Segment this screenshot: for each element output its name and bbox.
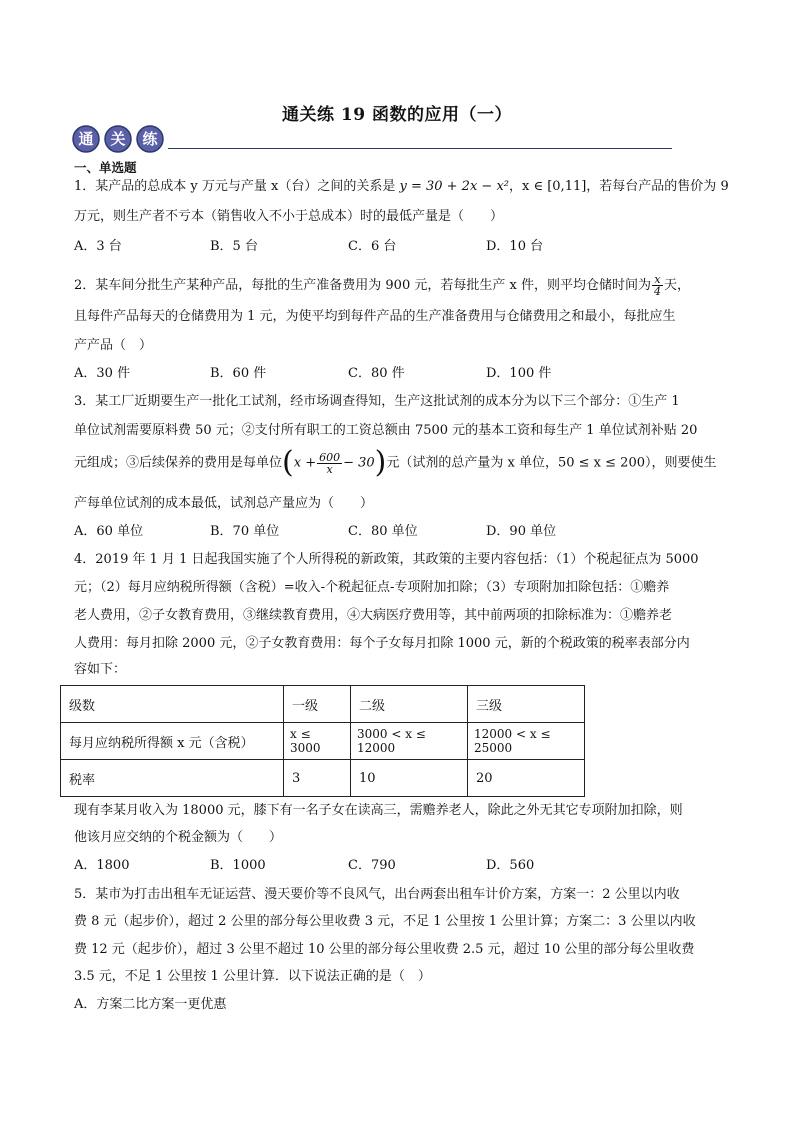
q2-line2: 且每件产品每天的仓储费用为 1 元，为使平均到每件产品的生产准备费用与仓储费用之和最小，每批应生: [74, 309, 676, 324]
q2-frac-den: 4: [653, 285, 661, 298]
table-cell: x ≤ 3000: [284, 723, 351, 760]
q2-option-b: B．60 件: [210, 366, 267, 381]
q4-line5: 容如下：: [74, 662, 127, 677]
q2-line1: [74, 274, 690, 297]
header-rule: [168, 148, 672, 149]
q3-right-paren: ): [374, 445, 387, 480]
q2-option-d: D．100 件: [486, 366, 552, 381]
q1-option-d: D．10 台: [486, 239, 544, 254]
q4-line4: 人费用：每月扣除 2000 元，②子女教育费用：每个子女每月扣除 1000 元，新的个税政策的税率表部分内: [74, 636, 690, 651]
q3-line3: [74, 445, 717, 480]
table-cell: 税率: [61, 760, 284, 797]
q3-option-a: A．60 单位: [74, 524, 144, 539]
tongguanlian-logo: [70, 124, 168, 154]
table-cell: 20: [468, 760, 585, 797]
tax-rate-table: [60, 685, 585, 797]
q1-text-b: ，x ∈ [0,11]，若每台产品的售价为 9: [509, 179, 729, 194]
q2-frac-num: x: [652, 274, 663, 286]
q4-line1: 4．2019 年 1 月 1 日起我国实施了个人所得税的新政策，其政策的主要内容包括：（1）个税起征点为 5000: [74, 552, 699, 567]
table-cell: 级数: [61, 686, 284, 723]
q2-fraction: [652, 274, 663, 297]
table-cell: 3: [284, 760, 351, 797]
q1-option-c: C．6 台: [348, 239, 397, 254]
q3-expr-minus: − 30: [343, 455, 375, 471]
q5-line2: 费 8 元（起步价），超过 2 公里的部分每公里收费 3 元，不足 1 公里按 1 公里计算；方案二：3 公里以内收: [74, 914, 696, 929]
table-row: [61, 760, 585, 797]
q3-left-paren: (: [282, 445, 294, 480]
q3-expr-x: x +: [293, 455, 317, 471]
q5-line3: 费 12 元（起步价），超过 3 公里不超过 10 公里的部分每公里收费 2.5 元，超过 10 公里的部分每公里收费: [74, 942, 695, 957]
table-cell: 一级: [284, 686, 351, 723]
q4-line2: 元；（2）每月应纳税所得额（含税）=收入-个税起征点-专项附加扣除；（3）专项附加扣除包括：①赡养: [74, 580, 670, 595]
table-cell: 10: [351, 760, 468, 797]
svg-text:练: 练: [142, 130, 158, 148]
q3-line2: 单位试剂需要原料费 50 元；②支付所有职工的工资总额由 7500 元的基本工资和每生产 1 单位试剂补贴 20: [74, 423, 698, 438]
q4-line3: 老人费用，②子女教育费用，③继续教育费用，④大病医疗费用等，其中前两项的扣除标准为：①赡养老: [74, 608, 673, 623]
table-cell: 二级: [351, 686, 468, 723]
q2-text-a: 2．某车间分批生产某种产品，每批的生产准备费用为 900 元，若每批生产 x 件，则平均仓储时间为: [74, 278, 651, 293]
table-row: [61, 686, 585, 723]
q1-text-a: 1．某产品的总成本 y 万元与产量 x（台）之间的关系是: [74, 179, 400, 194]
q1-option-b: B．5 台: [210, 239, 258, 254]
q4-option-b: B．1000: [210, 858, 266, 873]
q3-option-b: B．70 单位: [210, 524, 280, 539]
section-heading: 一、单选题: [74, 160, 137, 175]
q3-fraction: [317, 452, 342, 475]
page-title: 通关练 19 函数的应用（一）: [282, 105, 512, 125]
q4-option-c: C．790: [348, 858, 396, 873]
q4-option-a: A．1800: [74, 858, 130, 873]
q3-line4: 产每单位试剂的成本最低，试剂总产量应为（ ）: [74, 496, 374, 511]
q3-option-d: D．90 单位: [486, 524, 557, 539]
q5-line4: 3.5 元，不足 1 公里按 1 公里计算．以下说法正确的是（ ）: [74, 969, 431, 984]
table-cell: 12000 < x ≤ 25000: [468, 723, 585, 760]
q1-line1: [74, 177, 729, 197]
q4-after2: 他该月应交纳的个税金额为（ ）: [74, 830, 283, 845]
svg-text:通: 通: [78, 130, 94, 148]
table-cell: 3000 < x ≤ 12000: [351, 723, 468, 760]
table-cell: 三级: [468, 686, 585, 723]
q3-line1: 3．某工厂近期要生产一批化工试剂，经市场调查得知，生产这批试剂的成本分为以下三个部分：①生产 1: [74, 394, 680, 409]
q2-line3: 产产品（ ）: [74, 338, 153, 353]
q3-text-a: 元组成；③后续保养的费用是每单位: [74, 455, 283, 471]
q2-option-c: C．80 件: [348, 366, 405, 381]
q3-option-c: C．80 单位: [348, 524, 418, 539]
q1-line2: 万元，则生产者不亏本（销售收入不小于总成本）时的最低产量是（ ）: [74, 209, 504, 224]
q5-option-a: A．方案二比方案一更优惠: [74, 997, 227, 1012]
q1-option-a: A．3 台: [74, 239, 122, 254]
q1-formula: y = 30 + 2x − x²: [399, 179, 509, 194]
q2-text-b: 天，: [663, 278, 690, 293]
q3-frac-den: x: [326, 462, 333, 476]
q5-line1: 5．某市为打击出租车无证运营、漫天要价等不良风气，出台两套出租车计价方案，方案一：2 公里以内收: [74, 887, 680, 902]
table-row: [61, 723, 585, 760]
q4-after1: 现有李某月收入为 18000 元，膝下有一名子女在读高三，需赡养老人，除此之外无其它专项附加扣除，则: [74, 803, 683, 818]
q4-option-d: D．560: [486, 858, 535, 873]
q3-text-b: 元（试剂的总产量为 x 单位，50 ≤ x ≤ 200），则要使生: [386, 455, 717, 471]
table-cell: 每月应纳税所得额 x 元（含税）: [61, 723, 284, 760]
q3-frac-num: 600: [319, 450, 341, 464]
q2-option-a: A．30 件: [74, 366, 131, 381]
svg-text:关: 关: [110, 130, 126, 148]
